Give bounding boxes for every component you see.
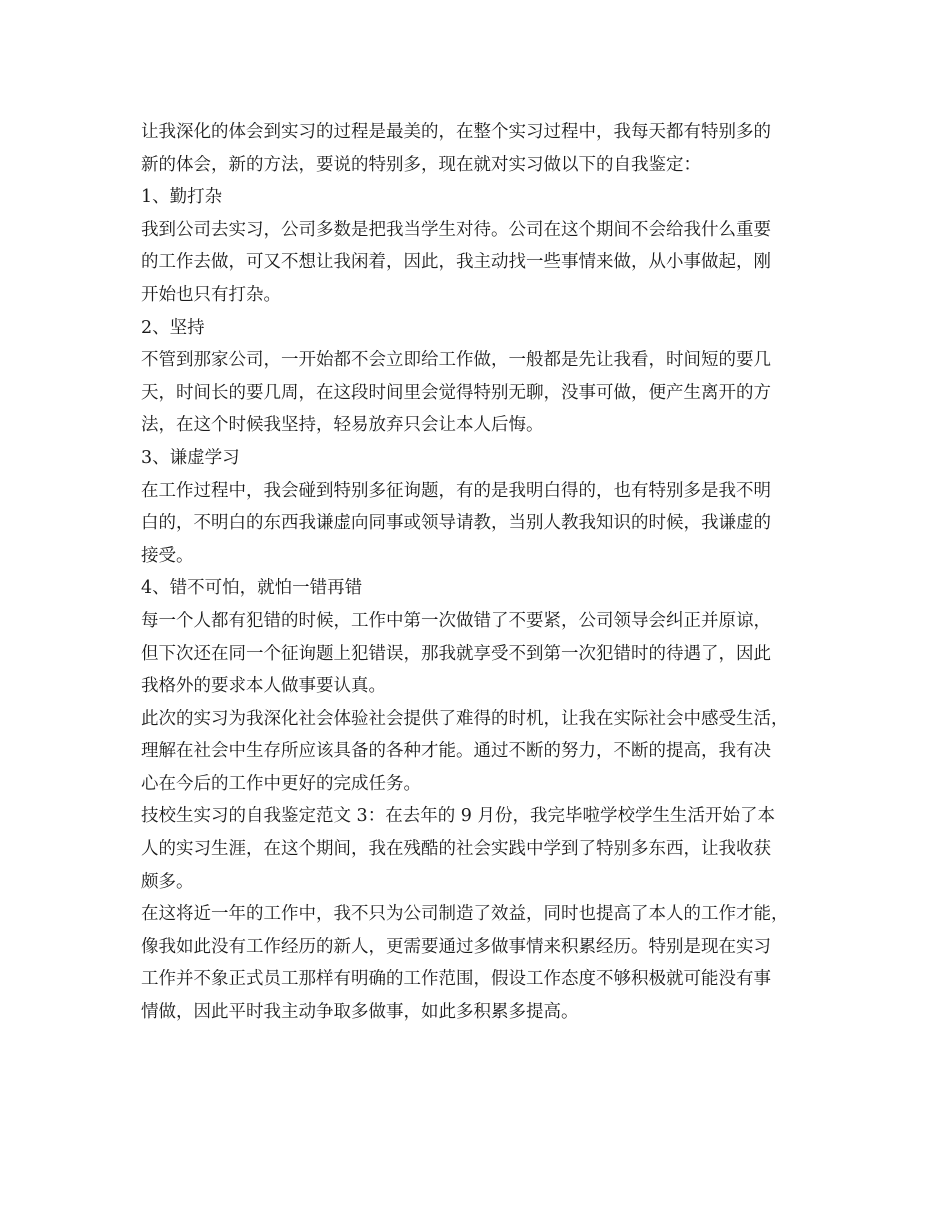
section-heading: 3、谦虚学习 [141, 447, 240, 468]
text-line: 我到公司去实习，公司多数是把我当学生对待。公司在这个期间不会给我什么重要 [141, 219, 771, 240]
text-line: 法，在这个时候我坚持，轻易放弃只会让本人后悔。 [141, 415, 544, 436]
text-line: 人的实习生涯，在这个期间，我在残酷的社会实践中学到了特别多东西，让我收获 [141, 839, 771, 860]
text-line: 工作并不象正式员工那样有明确的工作范围，假设工作态度不够积极就可能没有事 [141, 969, 771, 990]
text-line: 天，时间长的要几周，在这段时间里会觉得特别无聊，没事可做，便产生离开的方 [141, 382, 771, 403]
text-line: 让我深化的体会到实习的过程是最美的，在整个实习过程中，我每天都有特别多的 [141, 122, 771, 142]
text-line: 在工作过程中，我会碰到特别多征询题，有的是我明白得的，也有特别多是我不明 [141, 480, 771, 501]
section-heading: 2、坚持 [141, 317, 205, 338]
text-line: 我格外的要求本人做事要认真。 [141, 676, 386, 697]
text-line: 接受。 [141, 545, 194, 566]
text-line: 新的体会，新的方法，要说的特别多，现在就对实习做以下的自我鉴定： [141, 154, 701, 175]
text-line: 技校生实习的自我鉴定范文 3：在去年的 9 月份，我完毕啦学校学生生活开始了本 [141, 806, 775, 827]
text-line: 开始也只有打杂。 [141, 284, 281, 305]
section-heading: 1、勤打杂 [141, 187, 223, 208]
text-line: 每一个人都有犯错的时候，工作中第一次做错了不要紧，公司领导会纠正并原谅， [141, 610, 771, 631]
text-line: 的工作去做，可又不想让我闲着，因此，我主动找一些事情来做，从小事做起，刚 [141, 252, 771, 273]
text-line: 情做，因此平时我主动争取多做事，如此多积累多提高。 [141, 1002, 579, 1023]
text-line: 但下次还在同一个征询题上犯错误，那我就享受不到第一次犯错时的待遇了，因此 [141, 643, 771, 664]
text-line: 颇多。 [141, 871, 194, 892]
text-line: 不管到那家公司，一开始都不会立即给工作做，一般都是先让我看，时间短的要几 [141, 350, 771, 371]
text-line: 白的，不明白的东西我谦虚向同事或领导请教，当别人教我知识的时候，我谦虚的 [141, 513, 771, 534]
section-heading: 4、错不可怕，就怕一错再错 [141, 578, 363, 599]
text-line: 在这将近一年的工作中，我不只为公司制造了效益，同时也提高了本人的工作才能， [141, 904, 789, 925]
text-line: 理解在社会中生存所应该具备的各种才能。通过不断的努力，不断的提高，我有决 [141, 741, 771, 762]
text-line: 此次的实习为我深化社会体验社会提供了难得的时机，让我在实际社会中感受生活， [141, 708, 789, 729]
text-line: 心在今后的工作中更好的完成任务。 [141, 773, 421, 794]
text-line: 像我如此没有工作经历的新人，更需要通过多做事情来积累经历。特别是现在实习 [141, 936, 771, 957]
document-body [141, 116, 831, 1029]
